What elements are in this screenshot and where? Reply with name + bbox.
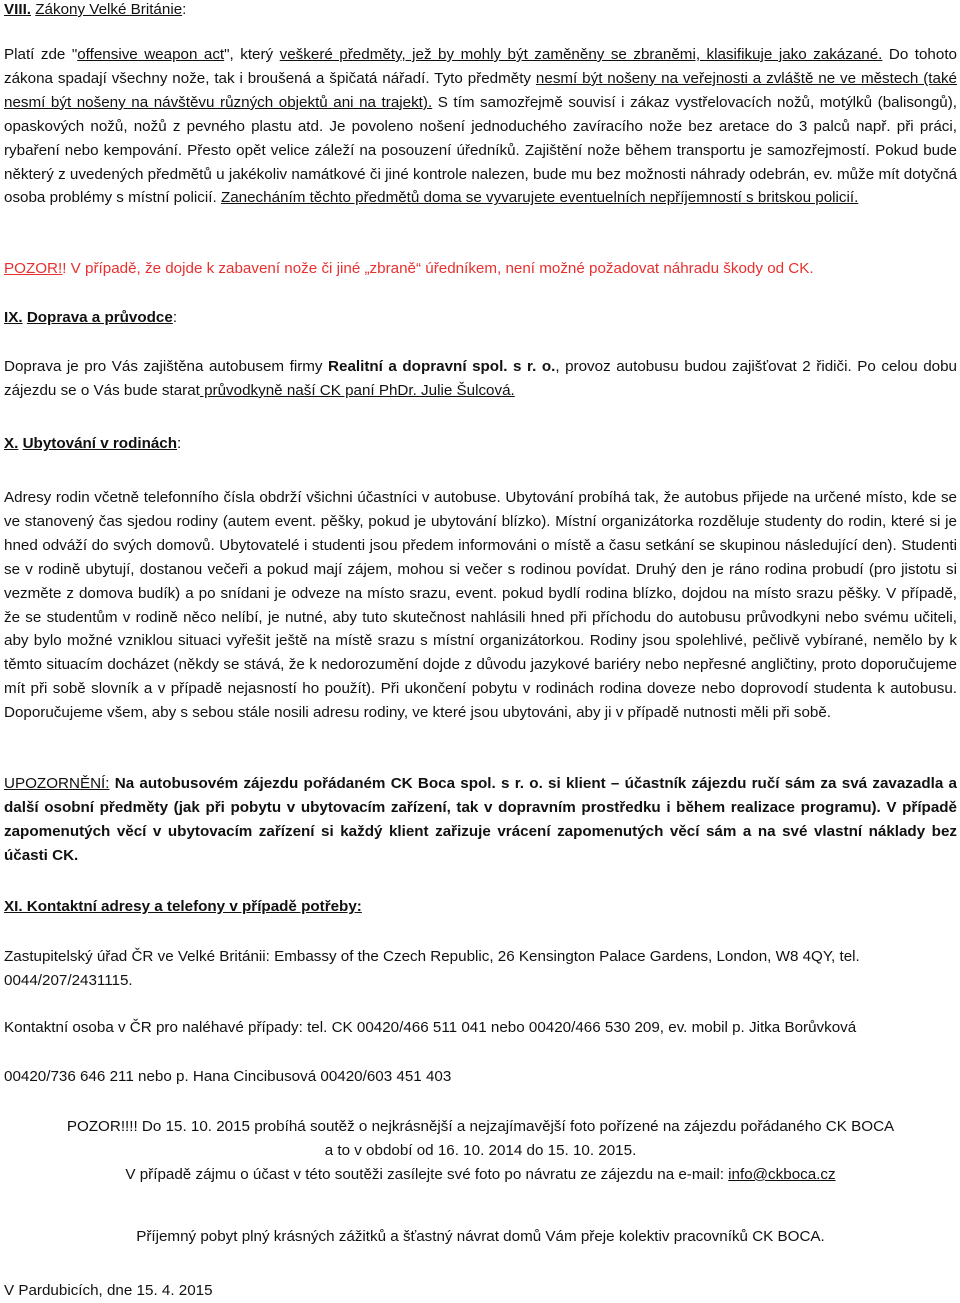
section-9-text: Doprava je pro Vás zajištěna autobusem firmy Realitní a dopravní spol. s r. o., provoz autobusu budou zajišťovat 2 řidiči. Po celou dobu zájezdu se o Vás bude starat průvodkyně naší CK paní PhDr. Julie Šulcová. [4, 358, 957, 399]
section-9-title: Doprava a průvodce [26, 309, 173, 326]
section-10-title: Ubytování v rodinách [22, 435, 178, 452]
closing-wish: Příjemný pobyt plný krásných zážitků a šťastný návrat domů Vám přeje kolektiv pracovníků CK BOCA. [136, 1228, 825, 1245]
place-and-date: V Pardubicích, dne 15. 4. 2015 [4, 1282, 213, 1299]
emergency-contact-phones: 00420/736 646 211 nebo p. Hana Cincibusová 00420/603 451 403 [4, 1068, 452, 1085]
section-10-heading: X. Ubytování v rodinách: [4, 435, 182, 452]
section-10-text: Adresy rodin včetně telefonního čísla obdrží všichni účastníci v autobuse. Ubytování probíhá tak, že autobus přijede na určené místo, kde se ve stanovený čas sjedou rodiny (autem event. pěšky, pokud je ubytování blízko). Místní organizátorka rozděluje studenty do rodin, které si je hned odváží do svých domovů. Ubytovatelé i studenti jsou předem informováni o místě a času setkání se skupinou následující den). Studenti se v rodině ubytují, dostanou večeři a pokud mají zájem, mohou si večer s rodinou povídat. Druhý den je ráno rodina probudí (pro jistotu si vezměte z domova budík) a po snídani je odveze na místo srazu, event. pokud bydlí rodina blízko, dojdou na místo srazu pěšky. V případě, že se studentům v rodině něco nelíbí, je nutné, aby tuto skutečnost nahlásili hned při příchodu do autobusu průvodkyni nebo svému učiteli, aby bylo možné vzniklou situaci vyřešit ještě na místě srazu s místní organizátorkou. Rodiny jsou spolehlivé, pečlivě vybírané, nemělo by k těmto situacím docházet (někdy se stává, že k nedorozumění dojde z důvodu jazykové bariéry nebo nepřesné angličtiny, proto doporučujeme mít při sobě slovník a v případě nejasností ho použít). Při ukončení pobytu v rodinách rodina doveze nebo doprovodí studenta k autobusu. Doporučujeme všem, aby s sebou stále nosili adresu rodiny, ve které jsou ubytováni, aby ji v případě nutnosti měli při sobě. [4, 489, 957, 722]
contest-email-link[interactable]: info@ckboca.cz [728, 1165, 836, 1183]
section-11-heading: XI. Kontaktní adresy a telefony v případě potřeby: [4, 898, 362, 915]
weapon-act-name: offensive weapon act [77, 46, 225, 63]
section-8-title: Zákony Velké Británie [35, 1, 183, 18]
section-8-heading: VIII. Zákony Velké Británie: [4, 1, 187, 18]
notice-label: UPOZORNĚNÍ: [4, 775, 110, 792]
section-10-notice: UPOZORNĚNÍ: Na autobusovém zájezdu pořádaném CK Boca spol. s r. o. si klient – účastník zájezdu ručí sám za svá zavazadla a další osobní předměty (jak při pobytu v ubytovacím zařízení, tak v dopravním prostředku i během realizace programu). V případě zapomenutých věcí v ubytovacím zařízení si každý klient zařizuje vrácení zapomenutých věcí sám a na své vlastní náklady bez účasti CK. [4, 775, 957, 864]
section-9-heading: IX. Doprava a průvodce: [4, 309, 178, 326]
section-8-number: VIII. [4, 1, 32, 18]
guide-name: průvodkyně naší CK paní PhDr. Julie Šulcová. [199, 381, 515, 399]
photo-contest: POZOR!!!! Do 15. 10. 2015 probíhá soutěž o nejkrásnější a nejzajímavější foto pořízené na zájezdu pořádaného CK BOCA a to v období od 16. 10. 2014 do 15. 10. 2015. V případě zájmu o účast v této soutěži zasílejte své foto po návratu ze zájezdu na e-mail: info@ckboca.cz [66, 1118, 895, 1183]
warning-label: POZOR! [4, 260, 63, 277]
emergency-contact: Kontaktní osoba v ČR pro naléhavé případy: tel. CK 00420/466 511 041 nebo 00420/466 530 209, ev. mobil p. Jitka Borůvková [4, 1019, 857, 1036]
section-8-warning: POZOR!! V případě, že dojde k zabavení nože či jiné „zbraně“ úředníkem, není možné požadovat náhradu škody od CK. [4, 260, 814, 277]
section-8-text: Platí zde "offensive weapon act", který veškeré předměty, jež by mohly být zaměněny se zbraněmi, klasifikuje jako zakázané. Do tohoto zákona spadají všechny nože, tak i broušená a špičatá nářadí. Tyto předměty nesmí být nošeny na veřejnosti a zvláště ne ve městech (také nesmí být nošeny na návštěvu různých objektů ani na trajekt). S tím samozřejmě souvisí i zákaz vystřelovacích nožů, motýlků (balisongů), opaskových nožů, nožů z pevného plastu atd. Je povoleno nošení jednoduchého zavíracího nože bez aretace do 3 palců např. při práci, rybaření nebo kempování. Přesto opět velice záleží na posouzení úředníků. Zajištění nože během transportu je samozřejmostí. Pokud bude některý z uvedených předmětů u jakékoliv namátkové či jiné kontrole nalezen, bude mu bez možnosti náhrady odebrán, ev. může mít dotyčná osoba problémy s místní policií. Zanecháním těchto předmětů doma se vyvarujete eventuelních nepříjemností s britskou policií. [4, 46, 958, 207]
bus-company: Realitní a dopravní spol. s r. o. [328, 358, 556, 375]
embassy-contact: Zastupitelský úřad ČR ve Velké Británii: Embassy of the Czech Republic, 26 Kensington Palace Gardens, London, W8 4QY, tel. 0044/207/2431115. [4, 948, 860, 989]
